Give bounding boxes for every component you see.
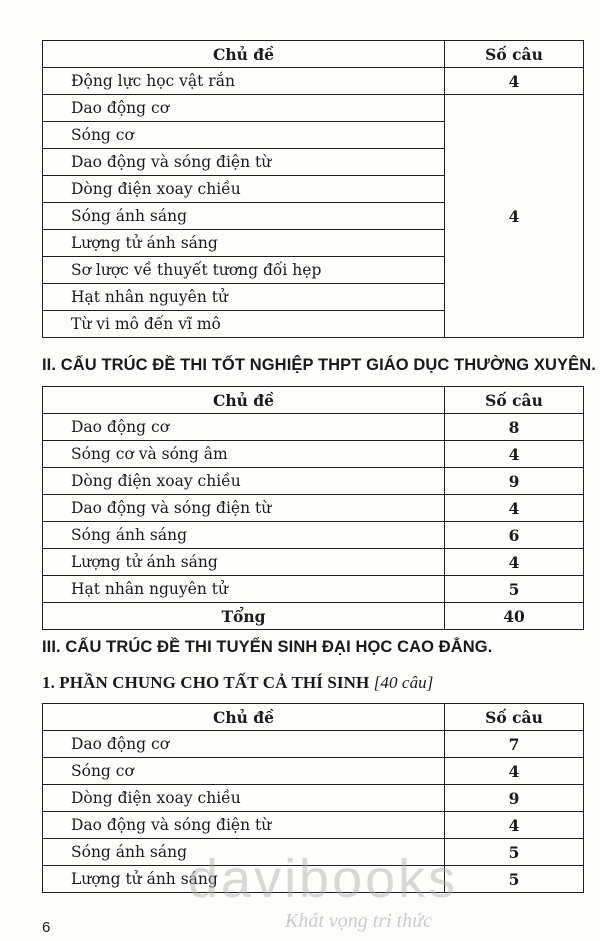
header-count: Số câu [445, 41, 584, 68]
total-count: 40 [445, 603, 584, 630]
count-cell: 4 [445, 812, 584, 839]
topics-table-continued [42, 40, 584, 338]
topic-cell: Lượng tử ánh sáng [43, 230, 445, 257]
watermark-brand: davibooks [188, 849, 459, 909]
table-row [43, 576, 584, 603]
topic-cell: Dao động cơ [43, 731, 445, 758]
topic-cell: Dao động và sóng điện từ [43, 812, 445, 839]
total-row [43, 603, 584, 630]
total-label: Tổng [43, 603, 445, 630]
count-cell: 5 [445, 576, 584, 603]
topic-cell: Sóng ánh sáng [43, 522, 445, 549]
table-row [43, 731, 584, 758]
watermark-tagline: Khát vọng tri thức [285, 910, 433, 932]
table-row [43, 549, 584, 576]
header-count: Số câu [445, 387, 584, 414]
sub-heading-text: 1. PHẦN CHUNG CHO TẤT CẢ THÍ SINH [42, 673, 370, 692]
header-topic: Chủ đề [43, 41, 445, 68]
header-topic: Chủ đề [43, 704, 445, 731]
topic-cell: Dao động cơ [43, 95, 445, 122]
topic-cell: Dòng điện xoay chiều [43, 176, 445, 203]
topic-cell: Lượng tử ánh sáng [43, 549, 445, 576]
count-cell: 4 [445, 758, 584, 785]
topic-cell: Dòng điện xoay chiều [43, 468, 445, 495]
topic-cell: Dao động cơ [43, 414, 445, 441]
topic-cell: Sơ lược về thuyết tương đối hẹp [43, 257, 445, 284]
count-cell: 4 [445, 549, 584, 576]
table-row [43, 95, 584, 122]
sub-heading-note: [40 câu] [373, 673, 434, 692]
count-cell: 9 [445, 785, 584, 812]
table-row [43, 839, 584, 866]
table-row [43, 441, 584, 468]
topic-cell: Sóng cơ và sóng âm [43, 441, 445, 468]
section-3-heading: III. CẤU TRÚC ĐỀ THI TUYỂN SINH ĐẠI HỌC CAO ĐẲNG. [42, 638, 493, 656]
table-row [43, 414, 584, 441]
table-row [43, 522, 584, 549]
count-cell: 7 [445, 731, 584, 758]
topic-cell: Lượng tử ánh sáng [43, 866, 445, 893]
page-number: 6 [42, 919, 51, 936]
topic-cell: Động lực học vật rắn [43, 68, 445, 95]
table-header-row [43, 41, 584, 68]
topic-cell: Hạt nhân nguyên tử [43, 284, 445, 311]
table-row [43, 866, 584, 893]
table-row [43, 68, 584, 95]
section-2-heading: II. CẤU TRÚC ĐỀ THI TỐT NGHIỆP THPT GIÁO DỤC THƯỜNG XUYÊN. [42, 356, 596, 374]
header-count: Số câu [445, 704, 584, 731]
table-row [43, 758, 584, 785]
topic-cell: Sóng ánh sáng [43, 203, 445, 230]
section-3-1-heading [42, 673, 433, 693]
topic-cell: Dao động và sóng điện từ [43, 149, 445, 176]
count-cell: 6 [445, 522, 584, 549]
table-header-row [43, 704, 584, 731]
count-cell: 8 [445, 414, 584, 441]
count-cell: 9 [445, 468, 584, 495]
count-cell: 4 [445, 495, 584, 522]
count-cell: 5 [445, 839, 584, 866]
topic-cell: Sóng cơ [43, 122, 445, 149]
table-row [43, 812, 584, 839]
topic-cell: Hạt nhân nguyên tử [43, 576, 445, 603]
topic-cell: Sóng ánh sáng [43, 839, 445, 866]
topic-cell: Sóng cơ [43, 758, 445, 785]
count-cell: 5 [445, 866, 584, 893]
topic-cell: Dao động và sóng điện từ [43, 495, 445, 522]
table-row [43, 495, 584, 522]
table-row [43, 468, 584, 495]
table-row [43, 785, 584, 812]
count-cell: 4 [445, 441, 584, 468]
header-topic: Chủ đề [43, 387, 445, 414]
gdtx-exam-table [42, 386, 584, 630]
count-cell: 4 [445, 68, 584, 95]
table-header-row [43, 387, 584, 414]
university-exam-table [42, 703, 584, 893]
grouped-count-cell: 4 [445, 95, 584, 338]
topic-cell: Từ vi mô đến vĩ mô [43, 311, 445, 338]
topic-cell: Dòng điện xoay chiều [43, 785, 445, 812]
